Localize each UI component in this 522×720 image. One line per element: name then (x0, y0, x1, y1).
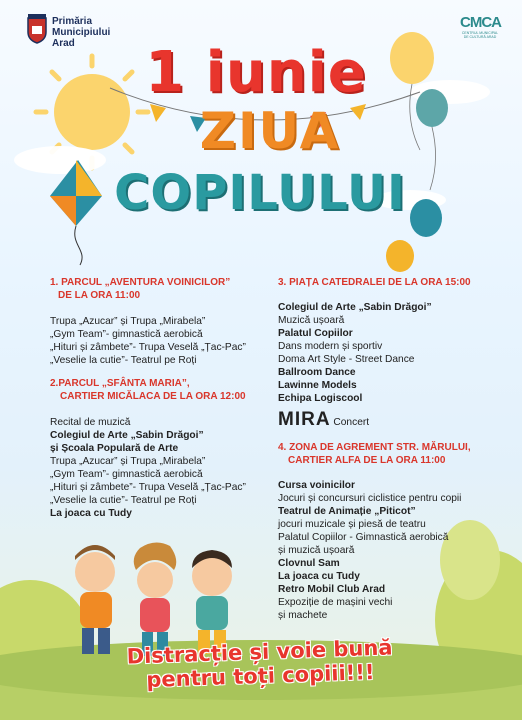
list-item: Retro Mobil Club Arad (278, 584, 386, 595)
section1-title: 1. PARCUL „AVENTURA VOINICILOR” (50, 277, 231, 288)
list-item: Muzică ușoară (278, 315, 345, 326)
list-item: și machete (278, 610, 328, 621)
list-item: Teatrul de Animație „Piticot” (278, 506, 416, 517)
list-item: La joaca cu Tudy (278, 571, 360, 582)
org-line1: Primăria (52, 16, 93, 27)
list-item: Trupa „Azucar” și Trupa „Mirabela” (50, 316, 206, 327)
list-item: Colegiul de Arte „Sabin Drăgoi” (278, 302, 432, 313)
list-item: Palatul Copiilor - Gimnastică aerobică (278, 532, 449, 543)
section4-title: 4. ZONA DE AGREMENT STR. MĂRULUI, (278, 442, 471, 453)
list-item: Colegiul de Arte „Sabin Drăgoi” (50, 430, 204, 441)
list-item: „Gym Team”- gimnastică aerobică (50, 469, 203, 480)
list-item: Palatul Copiilor (278, 328, 353, 339)
section4-subtitle: CARTIER ALFA DE LA ORA 11:00 (288, 455, 446, 466)
list-item: La joaca cu Tudy (50, 508, 132, 519)
city-crest-icon (26, 14, 48, 44)
org-line3: Arad (52, 38, 75, 49)
list-item: „Gym Team”- gimnastică aerobică (50, 329, 203, 340)
list-item: Clovnul Sam (278, 558, 340, 569)
org-line2: Municipiului (52, 27, 111, 38)
list-item: „Hituri și zâmbete”- Trupa Veselă „Țac-Pac” (50, 482, 246, 493)
list-item: Dans modern și sportiv (278, 341, 383, 352)
list-item: Jocuri și concursuri ciclistice pentru copii (278, 493, 462, 504)
footer-line1: Distracție și voie bună (126, 635, 393, 669)
mira-concert (278, 409, 503, 430)
partner-mark: CMCA (460, 14, 501, 31)
mira-name: MIRA (278, 409, 331, 430)
title-date: 1 iunie (145, 40, 367, 105)
title-ziua: ZIUA (199, 102, 341, 160)
list-item: Cursa voinicilor (278, 480, 355, 491)
program-left-column (50, 276, 275, 520)
section1-subtitle: DE LA ORA 11:00 (58, 290, 141, 301)
list-item: Ballroom Dance (278, 367, 356, 378)
list-item: Echipa Logiscool (278, 393, 363, 404)
list-item: Expoziție de mașini vechi (278, 597, 393, 608)
list-item: Recital de muzică (50, 417, 131, 428)
section2-title: 2.PARCUL „SFÂNTA MARIA”, (50, 378, 190, 389)
list-item: Lawinne Models (278, 380, 357, 391)
list-item: Doma Art Style - Street Dance (278, 354, 415, 365)
partner-logo (460, 14, 500, 56)
section2-subtitle: CARTIER MICĂLACA DE LA ORA 12:00 (60, 391, 246, 402)
list-item: „Veselie la cutie”- Teatrul pe Roți (50, 495, 197, 506)
section3-title: 3. PIAȚA CATEDRALEI DE LA ORA 15:00 (278, 277, 471, 288)
org-name (52, 16, 110, 49)
footer-line2: pentru toți copiii!!! (145, 660, 375, 692)
list-item: „Veselie la cutie”- Teatrul pe Roți (50, 355, 197, 366)
list-item: „Hituri și zâmbete”- Trupa Veselă „Țac-Pac” (50, 342, 246, 353)
partner-subtitle: CENTRUL MUNICIPAL DE CULTURĂ ARAD (461, 31, 499, 39)
program-right-column (278, 276, 503, 622)
list-item: și muzică ușoară (278, 545, 355, 556)
kite-icon (50, 160, 102, 265)
mira-label: Concert (333, 417, 370, 428)
list-item: Trupa „Azucar” și Trupa „Mirabela” (50, 456, 206, 467)
list-item: jocuri muzicale și piesă de teatru (278, 519, 426, 530)
list-item: și Școala Populară de Arte (50, 443, 179, 454)
title-copilului: COPILULUI (114, 165, 406, 221)
children-illustration (75, 542, 232, 656)
